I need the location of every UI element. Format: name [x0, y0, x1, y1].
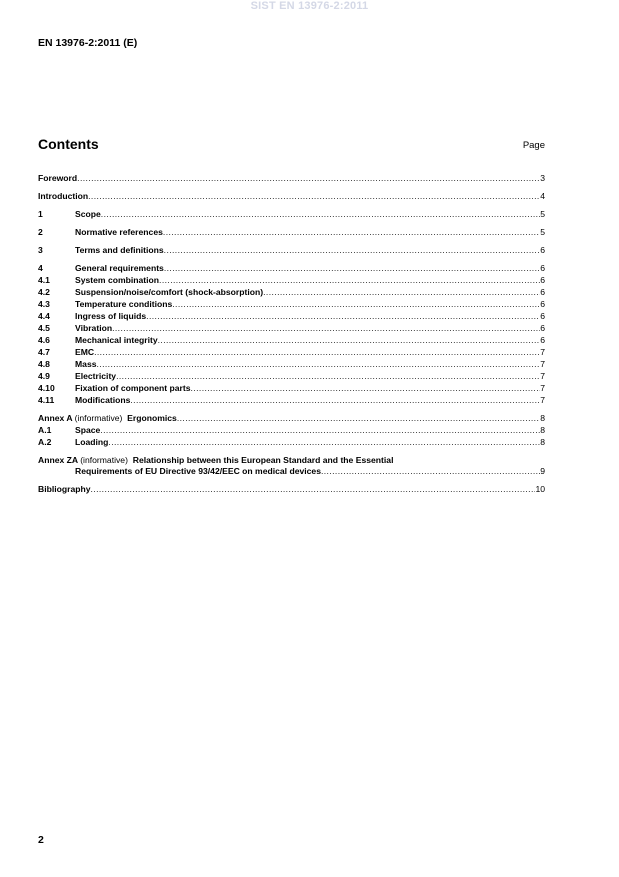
- toc-entry-title: Temperature conditions: [75, 299, 173, 309]
- contents-heading: Contents: [38, 136, 99, 152]
- document-id: EN 13976-2:2011 (E): [38, 37, 138, 49]
- toc-entry-page: 7: [540, 359, 545, 369]
- toc-entry-number: A.2: [38, 437, 52, 447]
- dot-leader: [177, 412, 540, 424]
- toc-entry-title: System combination: [75, 275, 160, 285]
- toc-entry-page: 6: [540, 263, 545, 273]
- dot-leader: [164, 244, 541, 256]
- dot-leader: [77, 172, 540, 184]
- toc-entry-general-requirements[interactable]: [38, 262, 545, 274]
- toc-entry-number: 4.6: [38, 335, 50, 345]
- toc-entry-number: 1: [38, 209, 43, 219]
- dot-leader: [191, 382, 541, 394]
- toc-entry-page: 7: [540, 371, 545, 381]
- toc-entry-annex-za[interactable]: [38, 454, 545, 466]
- toc-entry-title: Scope: [75, 209, 101, 219]
- toc-entry-loading[interactable]: [38, 436, 545, 448]
- dot-leader: [263, 286, 540, 298]
- table-of-contents: [38, 172, 545, 495]
- toc-entry-page: 5: [540, 209, 545, 219]
- toc-entry-page: 3: [540, 173, 545, 183]
- toc-entry-temperature-conditions[interactable]: [38, 298, 545, 310]
- toc-entry-title: Modifications: [75, 395, 131, 405]
- toc-entry-mechanical-integrity[interactable]: [38, 334, 545, 346]
- dot-leader: [94, 346, 540, 358]
- toc-entry-number: 4.8: [38, 359, 50, 369]
- toc-entry-page: 6: [540, 245, 545, 255]
- toc-entry-number: 4.3: [38, 299, 50, 309]
- toc-entry-suspension[interactable]: [38, 286, 545, 298]
- toc-entry-number: 4.4: [38, 311, 50, 321]
- dot-leader: [163, 226, 540, 238]
- toc-entry-normative-references[interactable]: [38, 226, 545, 238]
- toc-entry-title: Bibliography: [38, 484, 91, 494]
- dot-leader: [159, 274, 540, 286]
- toc-entry-page: 6: [540, 335, 545, 345]
- annex-informative: (informative): [74, 413, 123, 423]
- toc-entry-page: 6: [540, 275, 545, 285]
- toc-entry-number: 4.7: [38, 347, 50, 357]
- toc-entry-electricity[interactable]: [38, 370, 545, 382]
- toc-entry-title: Mechanical integrity: [75, 335, 158, 345]
- toc-entry-page: 7: [540, 347, 545, 357]
- toc-entry-title: Terms and definitions: [75, 245, 164, 255]
- dot-leader: [164, 262, 540, 274]
- toc-entry-number: A.1: [38, 425, 52, 435]
- toc-entry-page: 8: [540, 437, 545, 447]
- toc-entry-title: EMC: [75, 347, 95, 357]
- toc-entry-title: Normative references: [75, 227, 163, 237]
- annex-informative: (informative): [80, 455, 128, 465]
- toc-entry-modifications[interactable]: [38, 394, 545, 406]
- toc-entry-page: 10: [535, 484, 545, 494]
- dot-leader: [101, 208, 540, 220]
- annex-id: Annex ZA: [38, 455, 78, 465]
- dot-leader: [146, 310, 540, 322]
- toc-entry-title: Ergonomics: [127, 413, 177, 423]
- toc-entry-number: 2: [38, 227, 43, 237]
- dot-leader: [158, 334, 541, 346]
- watermark: SIST EN 13976-2:2011: [250, 0, 369, 12]
- toc-entry-title-continued: Requirements of EU Directive 93/42/EEC on medical devices: [75, 466, 321, 476]
- toc-entry-page: 7: [540, 383, 545, 393]
- toc-entry-title: Space: [75, 425, 101, 435]
- toc-entry-page: 7: [540, 395, 545, 405]
- toc-entry-ingress-of-liquids[interactable]: [38, 310, 545, 322]
- toc-annex-label: [38, 412, 177, 424]
- dot-leader: [321, 466, 540, 477]
- toc-entry-page: 8: [540, 413, 545, 423]
- toc-entry-title: Introduction: [38, 191, 89, 201]
- toc-entry-foreword[interactable]: [38, 172, 545, 184]
- toc-entry-bibliography[interactable]: [38, 483, 545, 495]
- toc-entry-page: 8: [540, 425, 545, 435]
- toc-entry-title: Fixation of component parts: [75, 383, 191, 393]
- toc-entry-page: 6: [540, 299, 545, 309]
- toc-entry-mass[interactable]: [38, 358, 545, 370]
- page-column-label: Page: [522, 140, 545, 151]
- toc-entry-introduction[interactable]: [38, 190, 545, 202]
- toc-entry-title: Electricity: [75, 371, 117, 381]
- toc-entry-page: 6: [540, 287, 545, 297]
- dot-leader: [108, 436, 540, 448]
- dot-leader: [130, 394, 540, 406]
- toc-entry-page: 6: [540, 311, 545, 321]
- dot-leader: [116, 370, 540, 382]
- toc-entry-number: 4: [38, 263, 43, 273]
- toc-entry-page: 6: [540, 323, 545, 333]
- toc-entry-title: Loading: [75, 437, 109, 447]
- toc-entry-title: Ingress of liquids: [75, 311, 147, 321]
- toc-entry-number: 4.1: [38, 275, 50, 285]
- toc-entry-title: Vibration: [75, 323, 113, 333]
- dot-leader: [100, 424, 540, 436]
- toc-entry-number: 3: [38, 245, 43, 255]
- toc-entry-number: 4.9: [38, 371, 50, 381]
- annex-id: Annex A: [38, 413, 73, 423]
- dot-leader: [88, 190, 540, 202]
- toc-entry-title: Suspension/noise/comfort (shock-absorption): [75, 287, 264, 297]
- toc-entry-system-combination[interactable]: [38, 274, 545, 286]
- toc-entry-title: Foreword: [38, 173, 78, 183]
- toc-entry-number: 4.11: [38, 395, 55, 405]
- toc-annex-label: [38, 454, 393, 466]
- page-number: 2: [38, 834, 44, 846]
- toc-entry-page: 5: [540, 227, 545, 237]
- toc-entry-number: 4.2: [38, 287, 50, 297]
- toc-entry-emc[interactable]: [38, 346, 545, 358]
- toc-entry-title: Mass: [75, 359, 97, 369]
- toc-entry-fixation[interactable]: [38, 382, 545, 394]
- dot-leader: [91, 483, 536, 495]
- toc-entry-title: General requirements: [75, 263, 164, 273]
- toc-entry-number: 4.5: [38, 323, 50, 333]
- toc-entry-number: 4.10: [38, 383, 55, 393]
- toc-entry-space[interactable]: [38, 424, 545, 436]
- toc-entry-page: 4: [540, 191, 545, 201]
- toc-entry-page: 9: [540, 466, 545, 476]
- toc-entry-scope[interactable]: [38, 208, 545, 220]
- dot-leader: [112, 322, 540, 334]
- toc-entry-vibration[interactable]: [38, 322, 545, 334]
- toc-entry-annex-za-continued[interactable]: [38, 466, 545, 477]
- toc-entry-terms-definitions[interactable]: [38, 244, 545, 256]
- toc-entry-title: Relationship between this European Standard and the Essential: [132, 455, 394, 465]
- dot-leader: [172, 298, 540, 310]
- dot-leader: [97, 358, 541, 370]
- toc-entry-annex-a[interactable]: [38, 412, 545, 424]
